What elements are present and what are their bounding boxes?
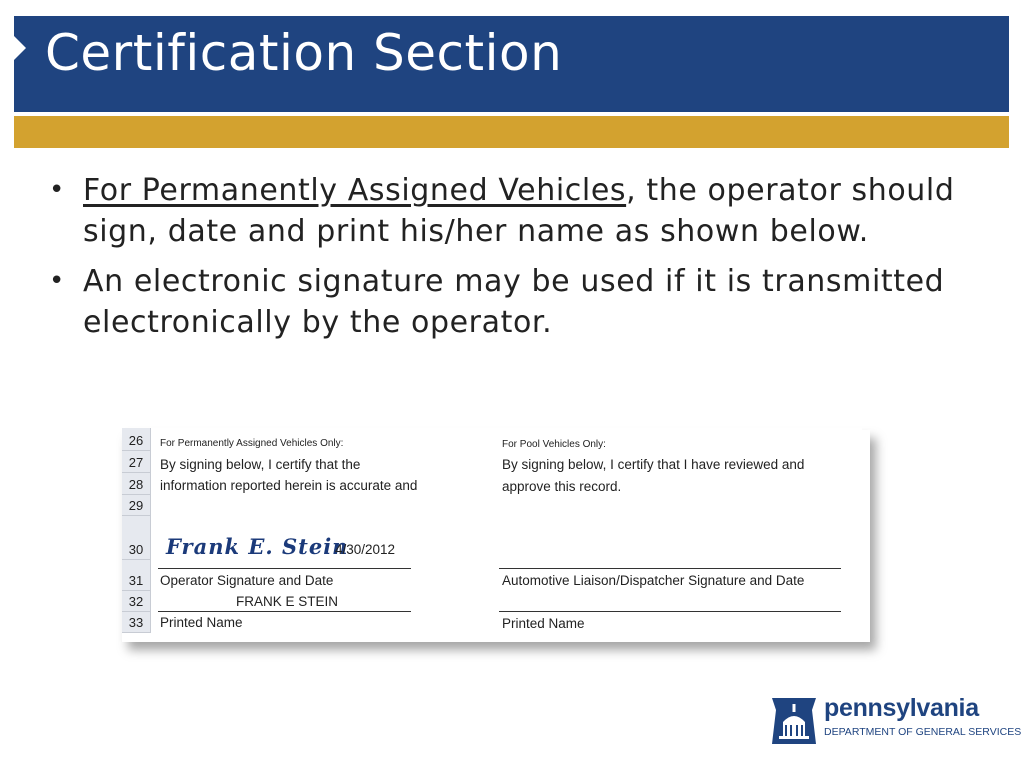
accent-bar [14, 116, 1009, 148]
pennsylvania-dgs-logo [768, 694, 1022, 746]
row-number: 32 [122, 594, 150, 612]
logo-department: DEPARTMENT OF GENERAL SERVICES [824, 726, 1022, 738]
row-number: 31 [122, 573, 150, 591]
signature-line [158, 568, 411, 569]
liaison-printed-name-label: Printed Name [502, 616, 585, 631]
capitol-keystone-icon [768, 696, 820, 746]
row-number: 33 [122, 615, 150, 633]
row-number: 26 [122, 433, 150, 451]
right-line-1: By signing below, I certify that I have reviewed and [502, 457, 805, 472]
row-number: 29 [122, 498, 150, 516]
spreadsheet-image [122, 428, 862, 633]
bullet-text: An electronic signature may be used if it is transmitted electronically by the operator. [83, 264, 945, 340]
liaison-signature-label: Automotive Liaison/Dispatcher Signature and Date [502, 573, 805, 588]
title-notch [14, 36, 26, 60]
row-number: 28 [122, 477, 150, 495]
bullet-icon: • [49, 266, 65, 296]
liaison-name-line [499, 611, 841, 612]
printed-name-line [158, 611, 411, 612]
bullet-item [45, 170, 965, 252]
printed-name-label: Printed Name [160, 615, 243, 630]
left-line-2: information reported herein is accurate and [160, 478, 418, 493]
bullet-icon: • [49, 175, 65, 205]
slide-title: Certification Section [45, 24, 563, 82]
logo-wordmark: pennsylvania [824, 694, 979, 722]
operator-signature-label: Operator Signature and Date [160, 573, 334, 588]
left-heading: For Permanently Assigned Vehicles Only: [160, 438, 344, 449]
right-line-2: approve this record. [502, 479, 622, 494]
signature-date: 4/30/2012 [335, 542, 396, 557]
left-line-1: By signing below, I certify that the [160, 457, 361, 472]
bullet-list [45, 170, 965, 352]
row-number: 30 [122, 542, 150, 560]
row-number: 27 [122, 455, 150, 473]
bullet-text: , the operator should sign, date and print his/her name as shown below. [83, 173, 955, 249]
liaison-signature-line [499, 568, 841, 569]
bullet-item [45, 261, 965, 343]
right-heading: For Pool Vehicles Only: [502, 439, 606, 450]
printed-name-value: FRANK E STEIN [236, 594, 339, 609]
bullet-underlined-text: For Permanently Assigned Vehicles [83, 173, 627, 208]
row-number-column [122, 428, 151, 633]
operator-signature: Frank E. Stein [166, 534, 349, 559]
